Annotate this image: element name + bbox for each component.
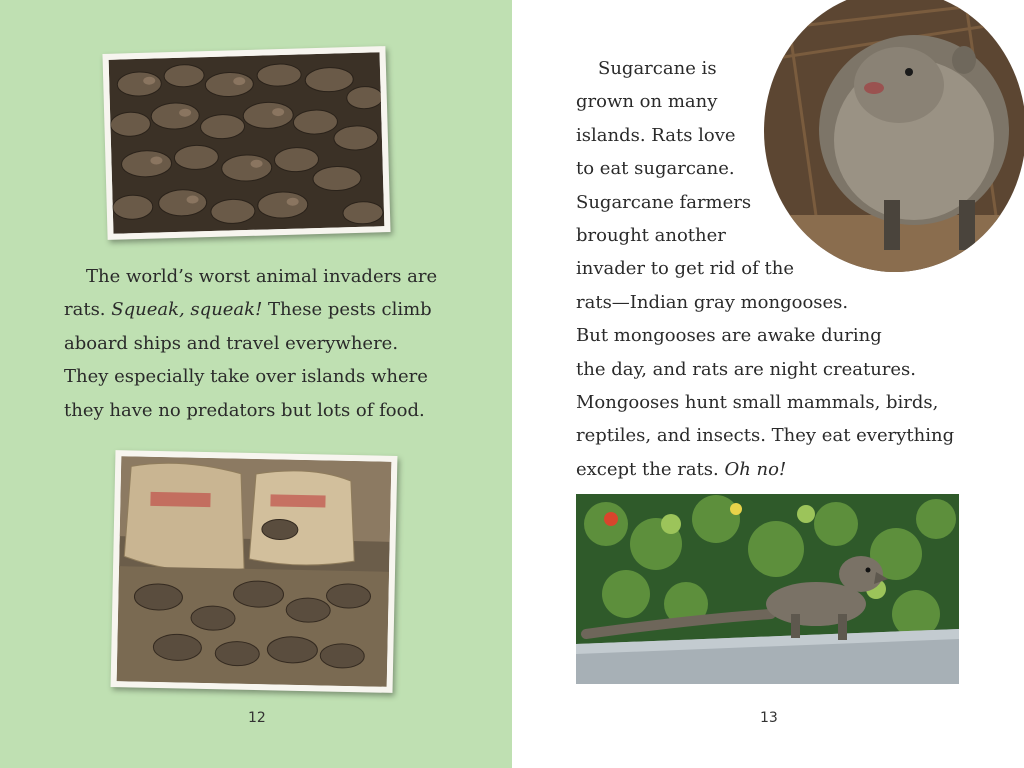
- text-line: invader to get rid of the: [576, 258, 794, 280]
- page-number: 13: [760, 710, 778, 726]
- rats-on-grain-sacks-photo: [111, 450, 398, 693]
- rats-on-sacks-illustration: [117, 456, 392, 687]
- text-line: grown on many: [576, 91, 718, 113]
- text-line: Sugarcane is: [598, 58, 717, 79]
- text-line: to eat sugarcane.: [576, 158, 735, 180]
- text-line: the day, and rats are night creatures.: [576, 358, 917, 380]
- text-line: brought another: [576, 225, 726, 247]
- text-line: rats. Squeak, squeak! These pests climb: [64, 299, 432, 321]
- text-line: reptiles, and insects. They eat everything: [576, 425, 955, 447]
- text-line: aboard ships and travel everywhere.: [64, 332, 399, 354]
- text-line: they have no predators but lots of food.: [64, 399, 425, 421]
- text-line: except the rats. Oh no!: [576, 458, 787, 480]
- right-body-text: [576, 52, 976, 486]
- rats-crowd-illustration: [109, 52, 385, 233]
- rats-crowd-photo: [102, 46, 390, 240]
- mongoose-on-rock-photo: [576, 494, 959, 684]
- text-line: The world’s worst animal invaders are: [86, 266, 438, 287]
- left-body-text: [64, 260, 484, 427]
- text-line: Sugarcane farmers: [576, 191, 752, 213]
- text-line: But mongooses are awake during: [576, 325, 882, 347]
- mongoose-on-rock-illustration: [576, 494, 959, 684]
- text-line: They especially take over islands where: [64, 366, 428, 388]
- text-line: Mongooses hunt small mammals, birds,: [576, 392, 939, 414]
- text-line: rats—Indian gray mongooses.: [576, 291, 849, 313]
- right-page: [512, 0, 1024, 768]
- text-line: islands. Rats love: [576, 124, 736, 146]
- page-number: 12: [248, 710, 266, 726]
